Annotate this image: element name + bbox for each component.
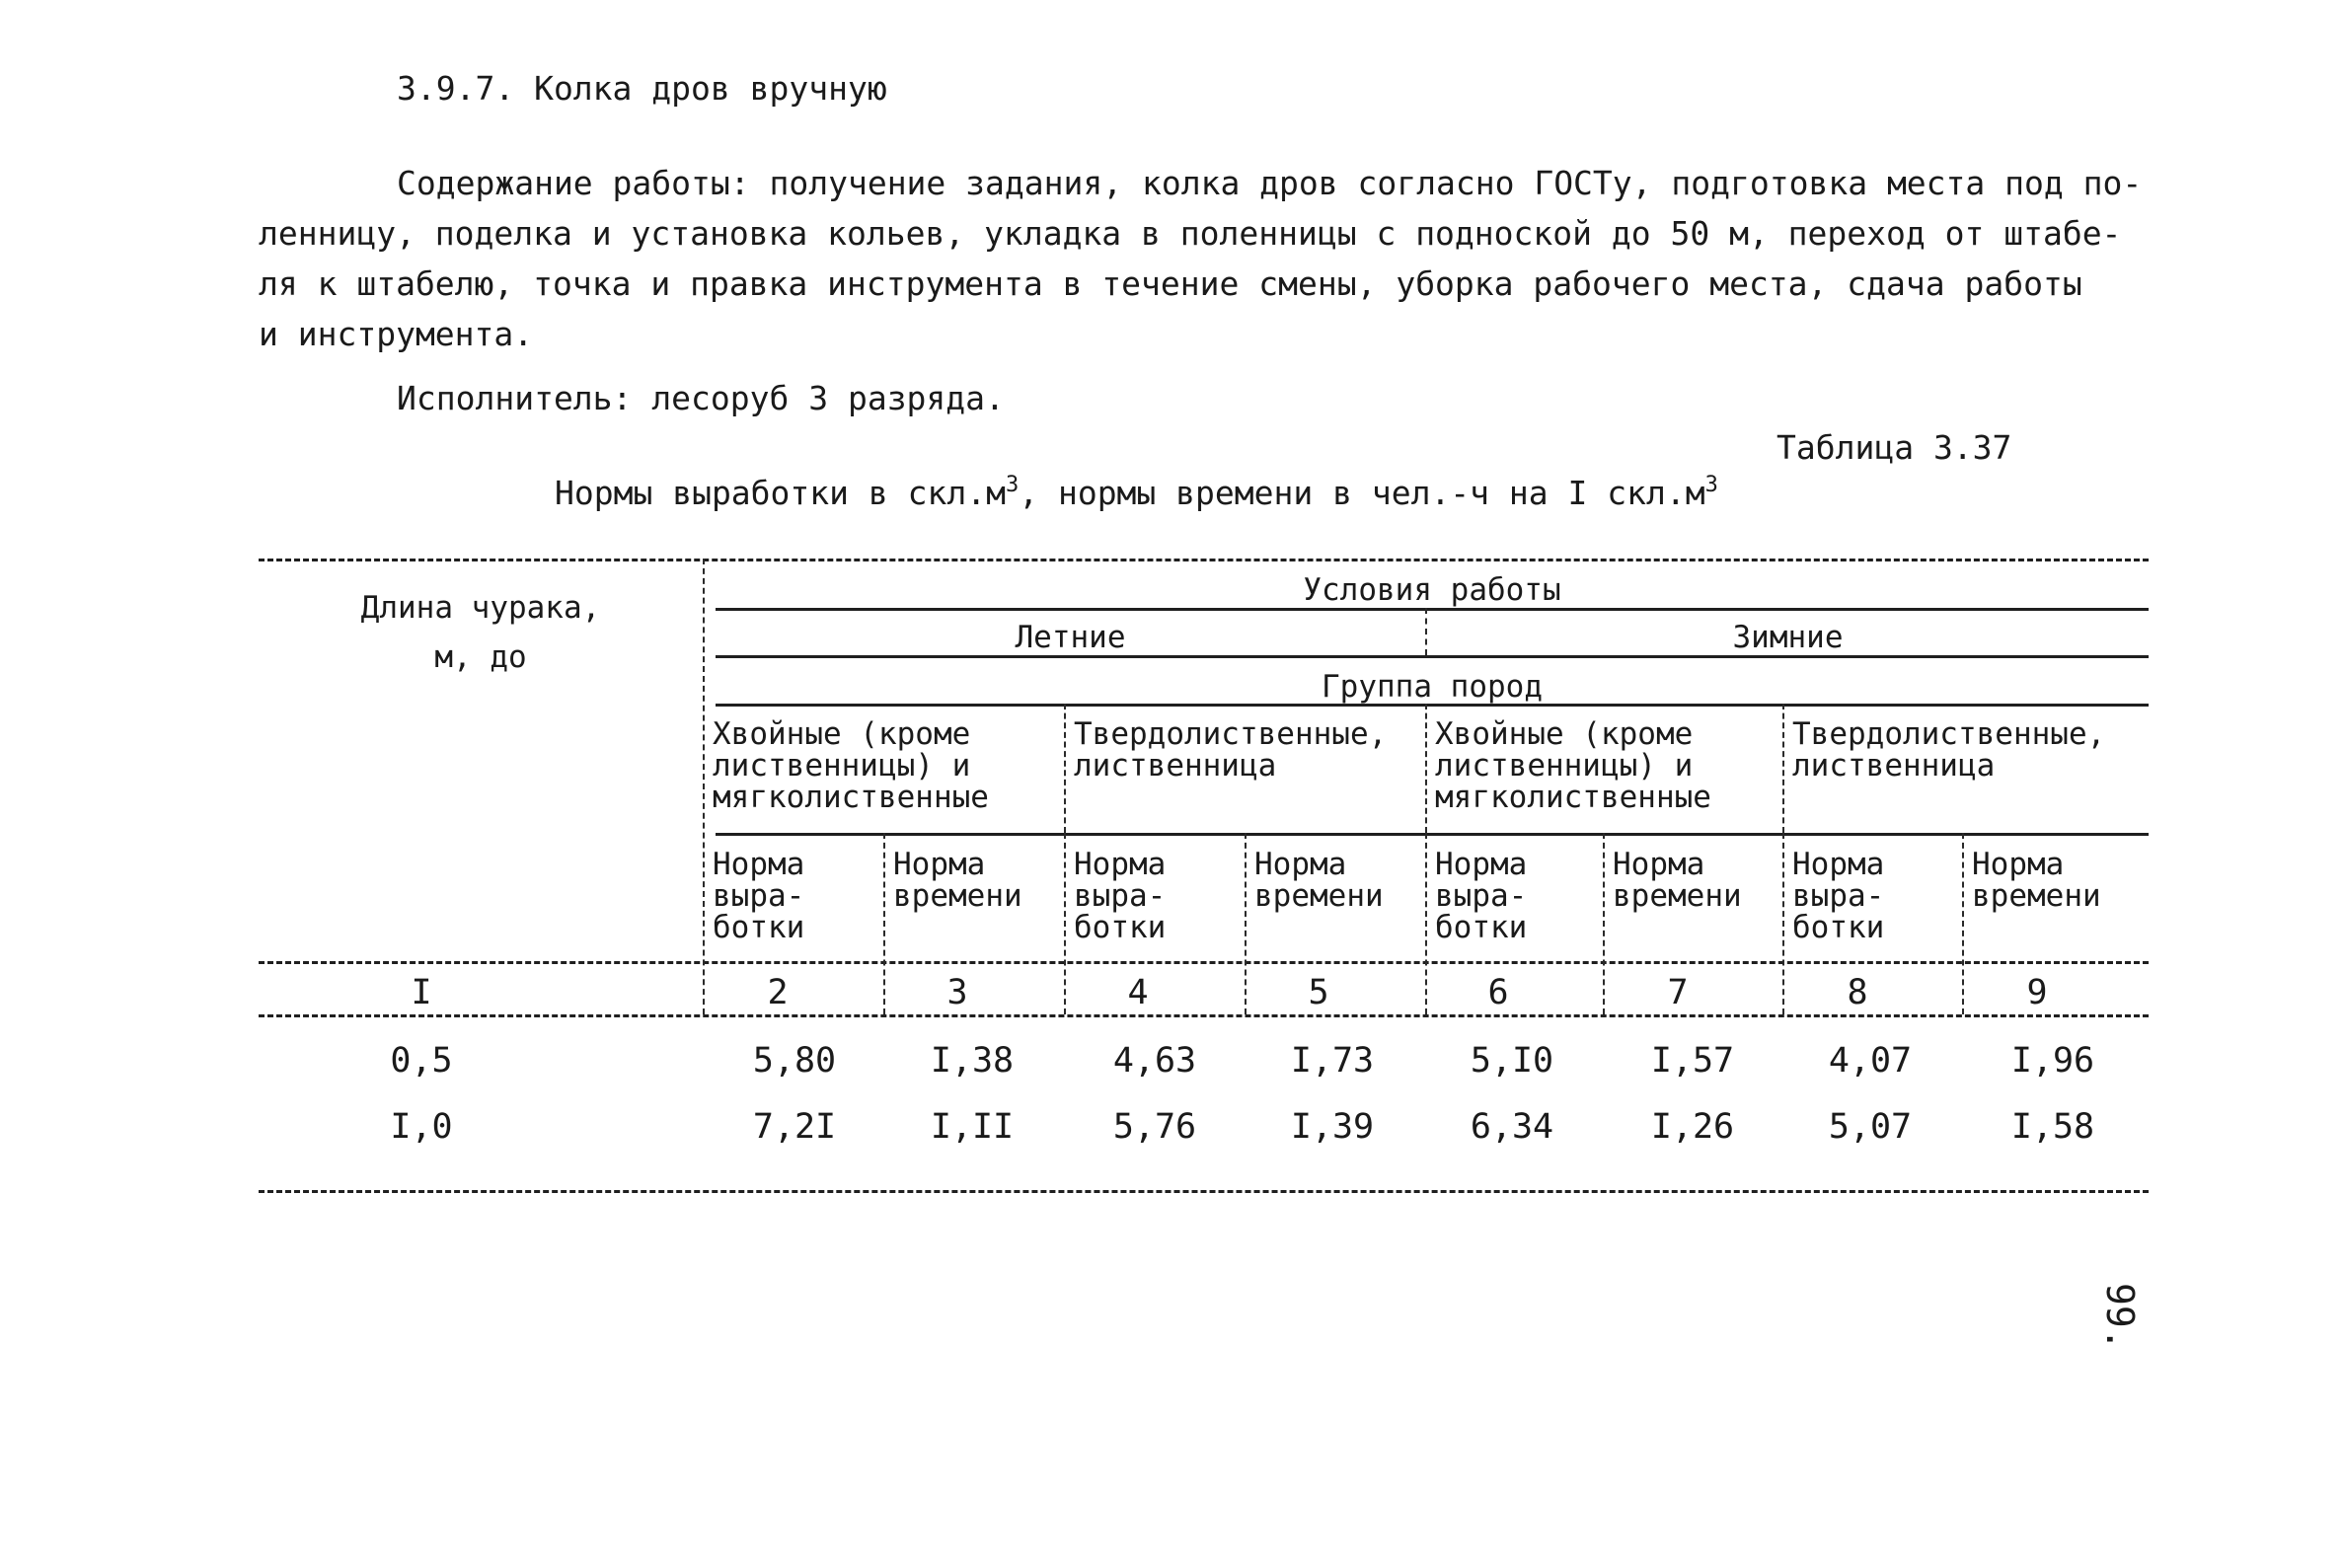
norm-header-8 xyxy=(1972,849,2101,912)
norm-6-line2: времени xyxy=(1613,878,1742,914)
caption-part2: , нормы времени в чел.-ч на I скл.м xyxy=(1019,474,1705,512)
groups-rule xyxy=(716,833,2149,836)
norm-3-line3: ботки xyxy=(1074,910,1167,945)
norms-bottom-rule xyxy=(259,961,2149,964)
table-cell: 4,07 xyxy=(1828,1041,1913,1081)
norm-header-1 xyxy=(713,849,804,943)
group-4-line1: Твердолиственные, xyxy=(1792,716,2106,752)
norm-header-3 xyxy=(1074,849,1166,943)
table-cell: I,II xyxy=(930,1107,1015,1147)
table-cell: 5,76 xyxy=(1112,1107,1197,1147)
table-cell: I,26 xyxy=(1650,1107,1735,1147)
norm-7-line3: ботки xyxy=(1792,910,1885,945)
norm-8-line2: времени xyxy=(1972,878,2101,914)
norm-divider-5 xyxy=(1603,833,1605,1014)
table-cell: 5,I0 xyxy=(1470,1041,1554,1081)
table-cell: 4,63 xyxy=(1112,1041,1197,1081)
norm-divider-2 xyxy=(1064,833,1066,1014)
first-col-header-line2: м, до xyxy=(434,639,527,675)
table-label: Таблица 3.37 xyxy=(1776,428,2012,467)
group-divider-1 xyxy=(1064,704,1066,833)
group-divider-3 xyxy=(1782,704,1784,833)
first-col-header-line1: Длина чурака, xyxy=(360,590,601,626)
conditions-rule xyxy=(716,608,2149,611)
table-cell: 0,5 xyxy=(390,1041,453,1081)
table-cell: I,0 xyxy=(390,1107,453,1147)
norm-3-line1: Норма xyxy=(1074,847,1167,882)
norm-divider-4 xyxy=(1425,833,1427,1014)
table-cell: 5,07 xyxy=(1828,1107,1913,1147)
norm-divider-3 xyxy=(1245,833,1247,1014)
paragraph-line: ля к штабелю, точка и правка инструмента в течение смены, уборка рабочего места, сдача работы xyxy=(259,264,2082,303)
work-content-paragraph xyxy=(259,158,2193,359)
page-number: 99. xyxy=(2098,1283,2142,1351)
table-bottom-rule xyxy=(259,1190,2149,1193)
group-3-line1: Хвойные (кроме xyxy=(1435,716,1694,752)
norm-2-line1: Норма xyxy=(893,847,986,882)
table-cell: I,96 xyxy=(2010,1041,2095,1081)
table-cell: I,39 xyxy=(1290,1107,1375,1147)
group-4-line2: лиственница xyxy=(1792,748,1996,784)
paragraph-line: ленницу, поделка и установка кольев, укладка в поленницы с подноской до 50 м, переход от штабе- xyxy=(259,214,2122,253)
col-number: 8 xyxy=(1847,973,1868,1012)
col-number: 5 xyxy=(1308,973,1329,1012)
caption-sup1: 3 xyxy=(1005,473,1020,497)
section-heading: 3.9.7. Колка дров вручную xyxy=(397,69,887,108)
paragraph-line: и инструмента. xyxy=(259,315,534,353)
group-2-line1: Твердолиственные, xyxy=(1074,716,1388,752)
summer-header: Летние xyxy=(1015,620,1126,655)
norm-1-line3: ботки xyxy=(713,910,805,945)
norm-1-line2: выра- xyxy=(713,878,805,914)
norm-3-line2: выра- xyxy=(1074,878,1167,914)
norm-1-line1: Норма xyxy=(713,847,805,882)
table-cell: I,73 xyxy=(1290,1041,1375,1081)
col-number: 4 xyxy=(1127,973,1149,1012)
group-1-line1: Хвойные (кроме xyxy=(713,716,971,752)
norm-8-line1: Норма xyxy=(1972,847,2065,882)
col-number: 3 xyxy=(946,973,968,1012)
group-header-3 xyxy=(1435,718,1711,813)
group-divider-2 xyxy=(1425,704,1427,833)
norm-5-line2: выра- xyxy=(1435,878,1528,914)
paragraph-line: Содержание работы: получение задания, колка дров согласно ГОСТу, подготовка места под по- xyxy=(397,164,2143,202)
table-top-rule xyxy=(259,559,2149,561)
table-cell: I,58 xyxy=(2010,1107,2095,1147)
col-number: 7 xyxy=(1667,973,1689,1012)
norm-6-line1: Норма xyxy=(1613,847,1705,882)
norm-2-line2: времени xyxy=(893,878,1022,914)
table-cell: 7,2I xyxy=(752,1107,837,1147)
table-cell: 5,80 xyxy=(752,1041,837,1081)
group-2-line2: лиственница xyxy=(1074,748,1277,784)
group-1-line2: лиственницы) и xyxy=(713,748,971,784)
norm-header-7 xyxy=(1792,849,1884,943)
norm-divider-7 xyxy=(1962,833,1964,1014)
col-number: I xyxy=(411,973,432,1012)
table-cell: 6,34 xyxy=(1470,1107,1554,1147)
col-number: 9 xyxy=(2026,973,2048,1012)
group-header-4 xyxy=(1792,718,2105,782)
norm-7-line2: выра- xyxy=(1792,878,1885,914)
norm-7-line1: Норма xyxy=(1792,847,1885,882)
norm-5-line1: Норма xyxy=(1435,847,1528,882)
norm-divider-6 xyxy=(1782,833,1784,1014)
col-numbers-rule xyxy=(259,1014,2149,1017)
norm-5-line3: ботки xyxy=(1435,910,1528,945)
group-3-line3: мягколиственные xyxy=(1435,780,1711,815)
norm-divider-1 xyxy=(883,833,885,1014)
table-cell: I,57 xyxy=(1650,1041,1735,1081)
norm-header-5 xyxy=(1435,849,1527,943)
group-header-1 xyxy=(713,718,989,813)
norm-header-6 xyxy=(1613,849,1742,912)
norm-4-line2: времени xyxy=(1254,878,1384,914)
group-3-line2: лиственницы) и xyxy=(1435,748,1694,784)
winter-header: Зимние xyxy=(1732,620,1844,655)
norm-4-line1: Норма xyxy=(1254,847,1347,882)
season-rule xyxy=(716,655,2149,658)
caption-sup2: 3 xyxy=(1704,473,1718,497)
conditions-header: Условия работы xyxy=(1303,572,1561,608)
wood-group-header: Группа пород xyxy=(1322,669,1543,705)
norm-header-4 xyxy=(1254,849,1384,912)
norm-header-2 xyxy=(893,849,1022,912)
col-number: 2 xyxy=(767,973,789,1012)
performer-line: Исполнитель: лесоруб 3 разряда. xyxy=(397,379,1005,417)
caption-part1: Нормы выработки в скл.м xyxy=(555,474,1006,512)
first-col-divider xyxy=(703,559,705,1014)
table-caption xyxy=(555,468,1718,519)
table-cell: I,38 xyxy=(930,1041,1015,1081)
col-number: 6 xyxy=(1487,973,1509,1012)
group-1-line3: мягколиственные xyxy=(713,780,989,815)
group-header-2 xyxy=(1074,718,1387,782)
